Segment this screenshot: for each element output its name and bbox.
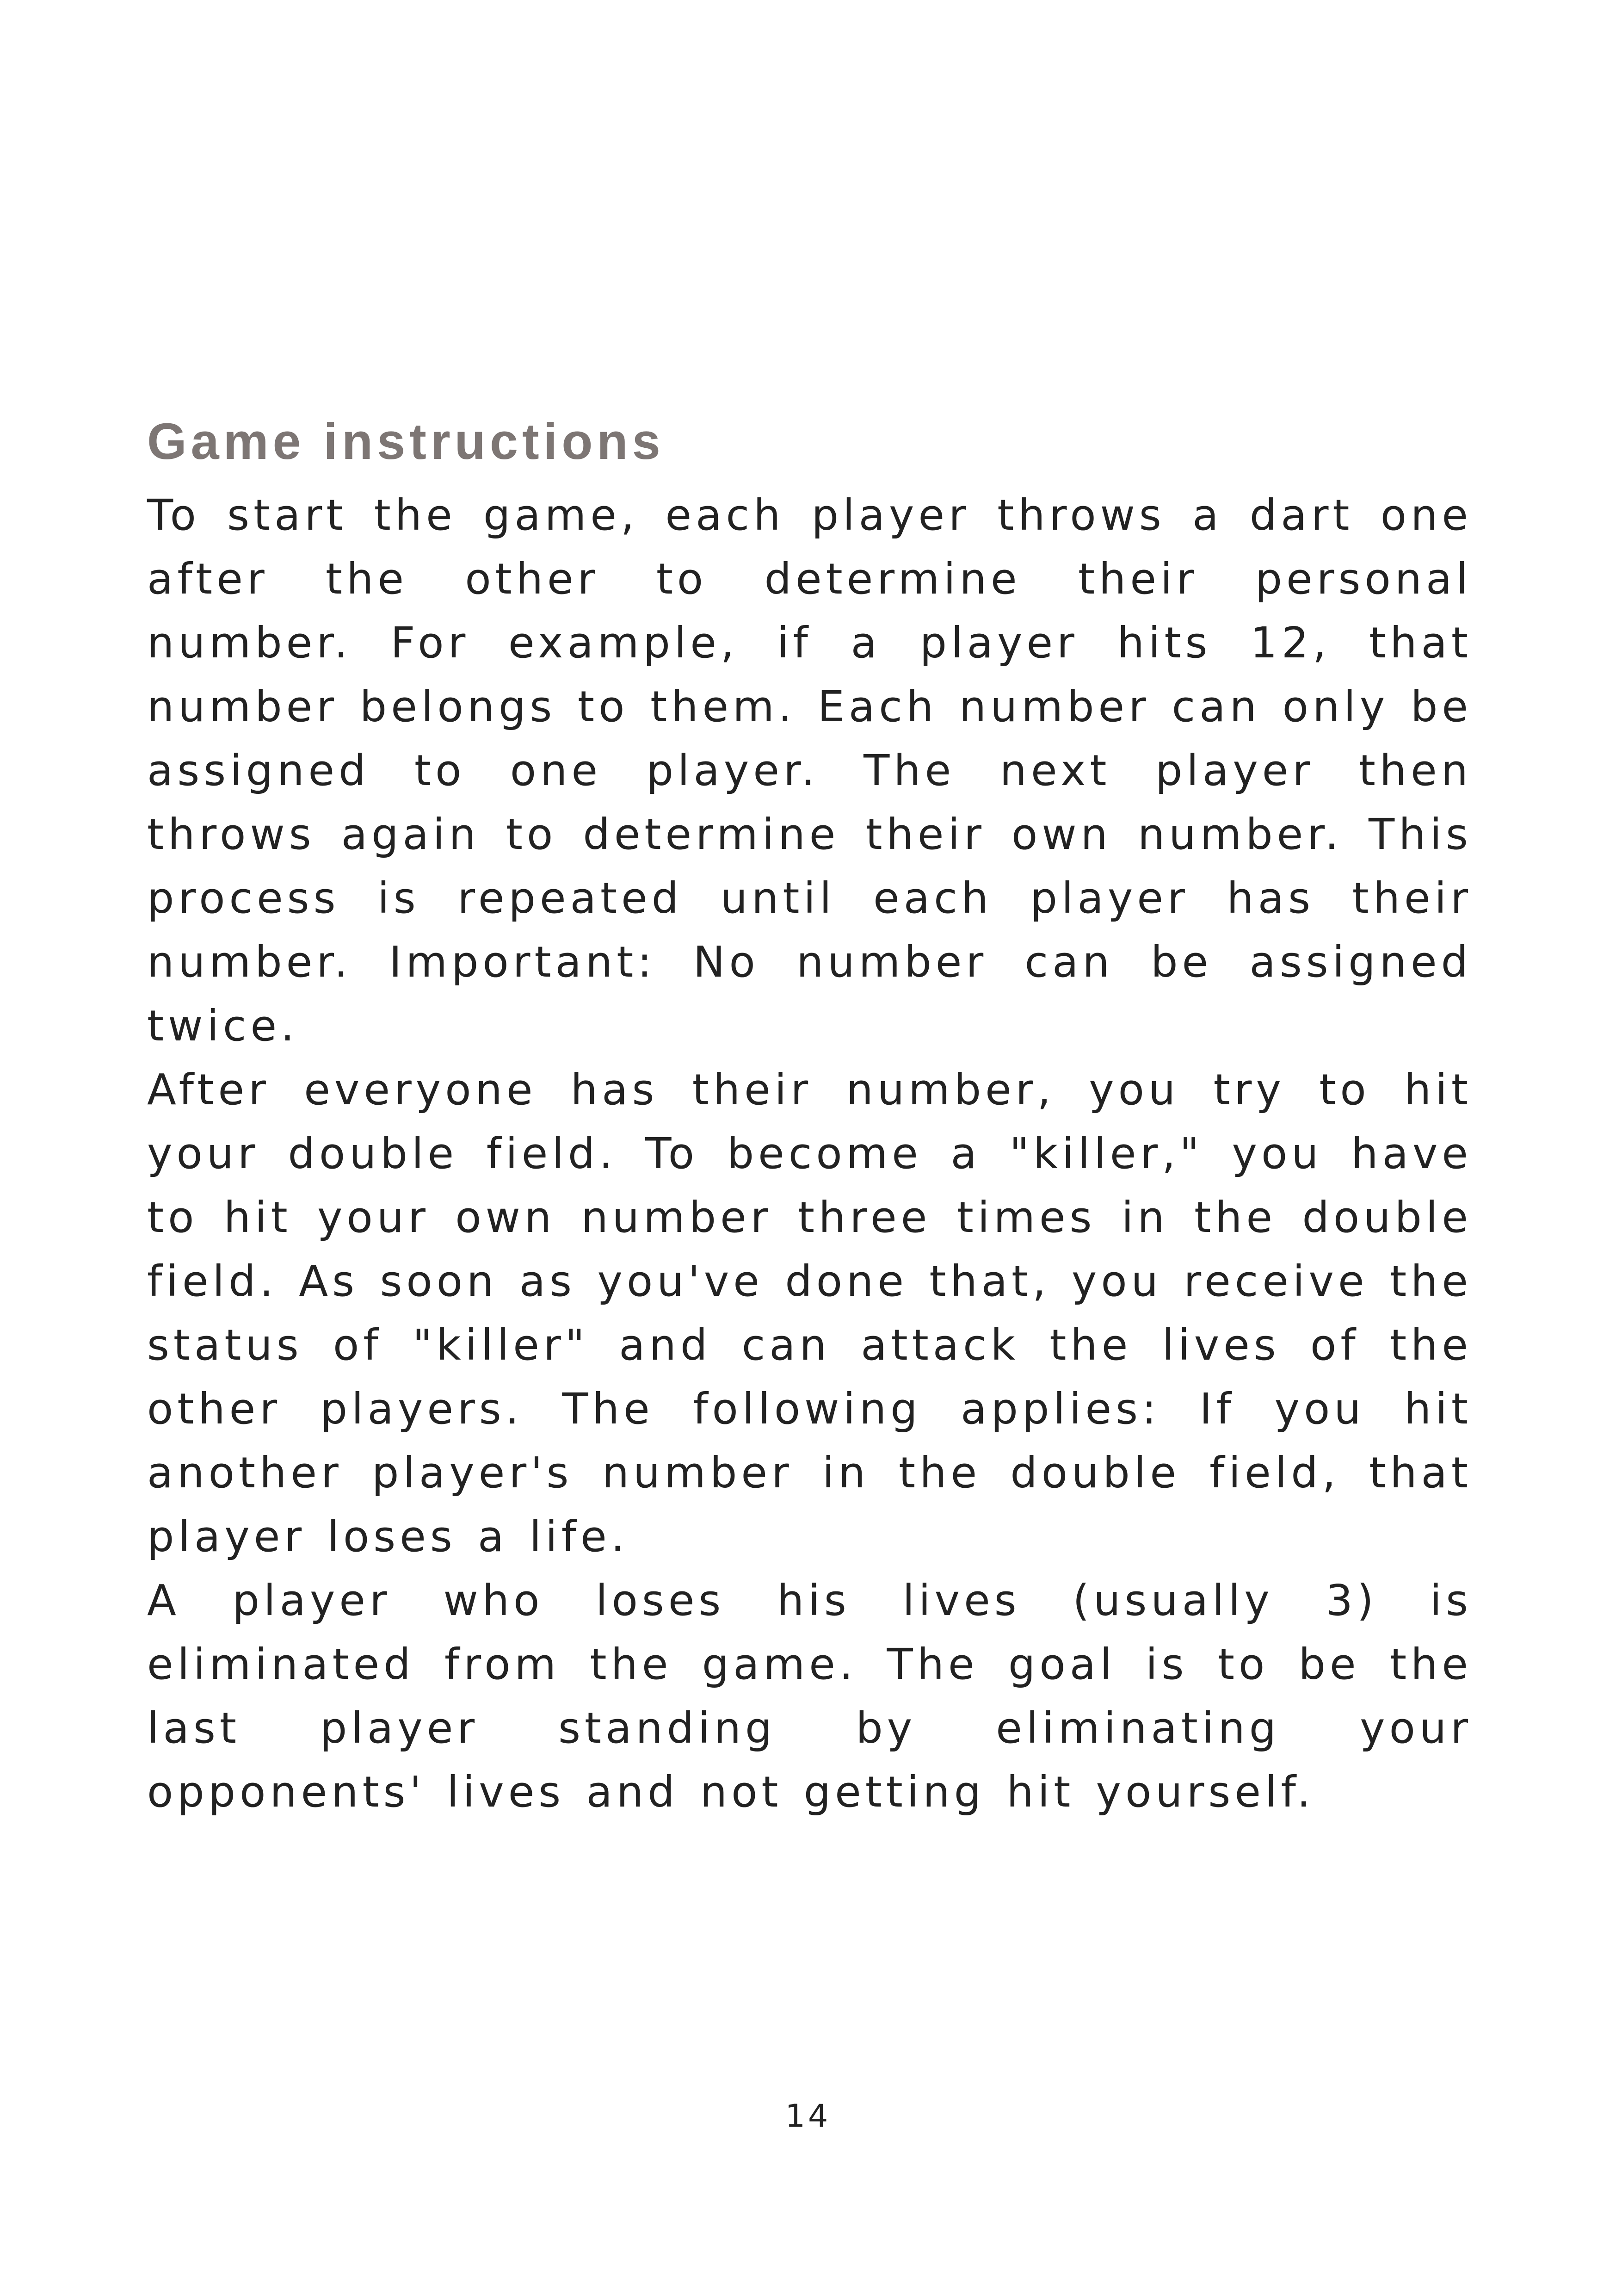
- page-number: 14: [785, 2098, 831, 2135]
- section-heading: Game instructions: [147, 413, 665, 470]
- paragraph-player-numbers: To start the game, each player throws a dart one after the other to determine their personal number. For example, if a player hits 12, that number belongs to them. Each number can only be assigned to one player. The next player then throws again to determine their own number. This process is repeated until each player has their number. Important: No number can be assigned twice.: [147, 490, 1472, 1051]
- paragraph-elimination: A player who loses his lives (usually 3) is eliminated from the game. The goal is to be the last player standing by eliminating your opponents' lives and not getting hit yourself.: [147, 1576, 1472, 1817]
- page-content: [147, 409, 1472, 1824]
- paragraph-killer-status: After everyone has their number, you try to hit your double field. To become a "killer," you have to hit your own number three times in the double field. As soon as you've done that, you receive the status of "killer" and can attack the lives of the other players. The following applies: If you hit another player's number in the double field, that player loses a life.: [147, 1065, 1472, 1561]
